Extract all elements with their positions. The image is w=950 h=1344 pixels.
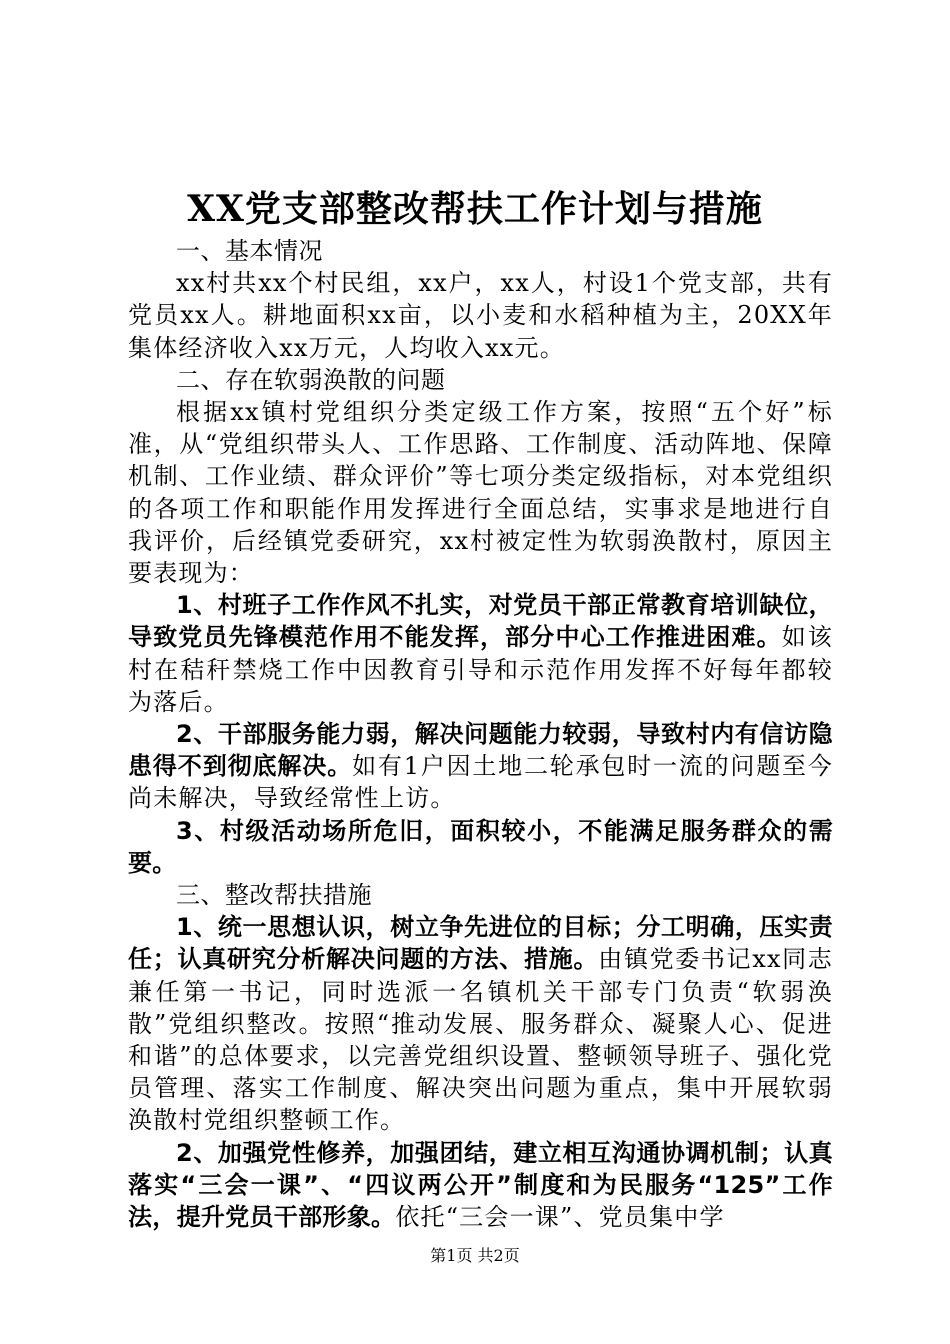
section-heading-problems: 二、存在软弱涣散的问题 — [176, 365, 446, 394]
problem-item-2 — [128, 718, 833, 815]
document-body — [128, 235, 833, 1233]
section-heading-basic: 一、基本情况 — [176, 237, 323, 265]
problem-item-1-text: 如该村在秸秆禁烧工作中因教育引导和示范作用发挥不好每年都较为落后。 — [128, 623, 833, 716]
problem-item-1 — [128, 589, 833, 718]
measure-item-1-text: 由镇党委书记xx同志兼任第一书记，同时选派一名镇机关干部专门负责“软弱涣散”党组织整改。按照“推动发展、服务群众、凝聚人心、促进和谐”的总体要求，以完善党组织设置、整顿领导班子、强化党员管理、落实工作制度、解决突出问题为重点，集中开展软弱涣散村党组织整顿工作。 — [128, 945, 833, 1135]
measure-item-1 — [128, 911, 833, 1136]
problem-item-1-bold: 1、村班子工作作风不扎实，对党员干部正常教育培训缺位，导致党员先锋模范作用不能发挥，部分中心工作推进困难。 — [128, 591, 833, 652]
paragraph-problems-intro: 根据xx镇村党组织分类定级工作方案，按照“五个好”标准，从“党组织带头人、工作思路、工作制度、活动阵地、保障机制、工作业绩、群众评价”等七项分类定级指标，对本党组织的各项工作和职能作用发挥进行全面总结，实事求是地进行自我评价，后经镇党委研究，xx村被定性为软弱涣散村，原因主要表现为： — [128, 398, 833, 588]
section-heading-measures: 三、整改帮扶措施 — [176, 881, 372, 910]
problem-item-3-bold: 3、村级活动场所危旧，面积较小，不能满足服务群众的需要。 — [128, 816, 833, 877]
page-number-footer: 第1页 共2页 — [430, 1246, 520, 1265]
measure-item-2 — [128, 1137, 833, 1234]
measure-item-2-bold: 2、加强党性修养，加强团结，建立相互沟通协调机制；认真落实“三会一课”、“四议两公开”制度和为民服务“125”工作法，提升党员干部形象。 — [128, 1138, 833, 1232]
measure-item-2-text: 依托“三会一课”、党员集中学 — [395, 1203, 725, 1232]
document-title: XX党支部整改帮扶工作计划与措施 — [187, 188, 763, 230]
problem-item-3 — [128, 815, 833, 879]
problem-item-2-bold: 2、干部服务能力弱，解决问题能力较弱，导致村内有信访隐患得不到彻底解决。 — [128, 720, 833, 781]
measure-item-1-bold: 1、统一思想认识，树立争先进位的目标；分工明确，压实责任；认真研究分析解决问题的方法、措施。 — [128, 913, 833, 974]
problem-item-2-text: 如有1户因土地二轮承包时一流的问题至今尚未解决，导致经常性上访。 — [128, 752, 833, 813]
paragraph-basic-info: xx村共xx个村民组，xx户，xx人，村设1个党支部，共有党员xx人。耕地面积xx亩，以小麦和水稻种植为主，20XX年集体经济收入xx万元，人均收入xx元。 — [128, 269, 833, 362]
